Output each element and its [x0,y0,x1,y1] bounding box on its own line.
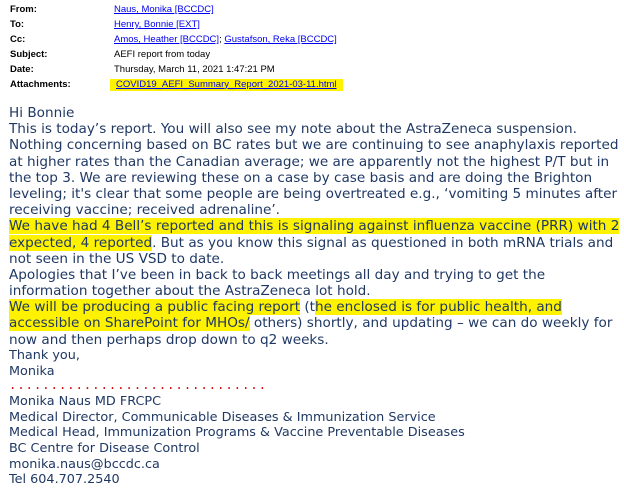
body-line: not seen in the US VSD to date. [9,250,225,267]
subject-label: Subject: [10,49,48,60]
date-value: Thursday, March 11, 2021 1:47:21 PM [114,64,275,75]
subject-row [10,47,610,62]
body-line: leveling; it's clear that some people are being overtreated e.g., ‘vomiting 5 minutes after [9,185,618,202]
from-row [10,2,610,17]
closing-name: Monika [9,364,55,379]
body-text: . But as you know this signal as questioned in both mRNA trials and [152,234,614,251]
body-line: This is today’s report. You will also see my note about the AstraZeneca suspension. [9,121,577,138]
highlighted-text: accessible on SharePoint for MHOs/ [9,315,250,332]
body-line: receiving vaccine; received adrenaline’. [9,202,280,219]
body-line [9,315,621,331]
attachments-row [10,77,610,92]
body-line: Apologies that I’ve been in back to back meetings all day and trying to get the [9,266,546,283]
greeting: Hi Bonnie [9,105,75,121]
body-text: (t [300,299,315,316]
from-label: From: [10,4,37,15]
highlighted-text: expected, 4 reported [9,234,153,251]
signature-org: BC Centre for Disease Control [9,441,200,457]
email-signature [9,394,465,488]
attachment-highlight [110,79,343,91]
signature-name: Monika Naus MD FRCPC [9,394,162,409]
signature-title: Medical Head, Immunization Programs & Vaccine Preventable Diseases [9,425,465,441]
body-text: others) shortly, and updating – we can do weekly for [249,315,613,332]
email-body [9,105,621,380]
body-line [9,299,621,315]
cc-label: Cc: [10,34,26,45]
date-label: Date: [10,64,34,75]
cc-row [10,32,610,47]
attachment-link[interactable]: COVID19_AEFI_Summary_Report_2021-03-11.html [116,78,337,90]
body-line [9,235,621,251]
to-link[interactable]: Henry, Bonnie [EXT] [114,19,200,30]
closing: Thank you, [9,347,80,363]
body-line [9,218,621,234]
cc-link-1[interactable]: Amos, Heather [BCCDC] [114,34,220,45]
to-row [10,17,610,32]
email-header [10,2,610,92]
from-link[interactable]: Naus, Monika [BCCDC] [114,4,214,15]
cc-separator: ; [219,34,225,45]
signature-title: Medical Director, Communicable Diseases & Immunization Service [9,409,436,425]
attachments-label: Attachments: [10,79,71,90]
signature-divider: ............................... [9,378,268,392]
signature-email: monika.naus@bccdc.ca [9,456,160,472]
to-label: To: [10,19,25,30]
body-line: Nothing concerning based on BC rates but we are continuing to see anaphylaxis reported [9,137,619,154]
highlighted-text: he enclosed is for public health, and [315,299,562,316]
date-row [10,62,610,77]
body-line: information together about the AstraZeneca lot hold. [9,283,371,300]
body-line: the top 3. We are reviewing these on a case by case basis and are doing the Brighton [9,169,593,186]
signature-phone: Tel 604.707.2540 [9,472,120,488]
subject-value: AEFI report from today [114,49,211,60]
cc-link-2[interactable]: Gustafson, Reka [BCCDC] [224,34,337,45]
highlighted-text: We will be producing a public facing report [9,299,301,316]
body-line: at higher rates than the Canadian average; we are apparently not the highest P/T but in [9,153,610,170]
body-line: now and then perhaps drop down to q2 weeks. [9,331,329,348]
highlighted-text: We have had 4 Bell’s reported and this is signaling against influenza vaccine (PRR) with 2 [9,218,620,235]
